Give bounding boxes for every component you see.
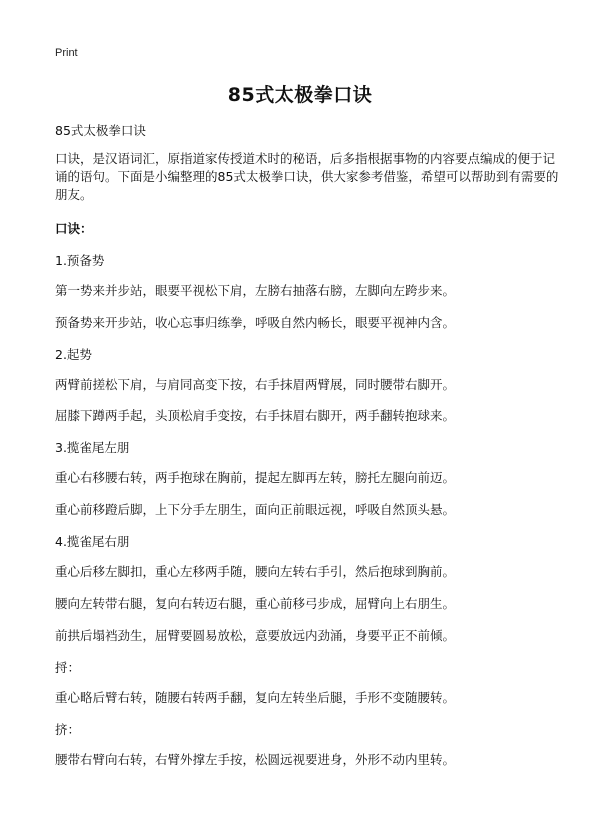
koujue-heading: 口诀：: [55, 221, 93, 236]
verse-line: 重心前移蹬后脚，上下分手左朋生，面向正前眼远视，呼吸自然顶头悬。: [55, 502, 456, 517]
subtitle: 85式太极拳口诀: [55, 123, 146, 138]
verse-line: 重心右移腰右转，两手抱球在胸前，提起左脚再左转，膀托左腿向前迈。: [55, 470, 456, 485]
intro-paragraph: 口诀，是汉语词汇，原指道家传授道术时的秘语，后多指根据事物的内容要点编成的便于记诵的语句。下面是小编整理的85式太极拳口诀，供大家参考借鉴，希望可以帮助到有需要的朋友。: [55, 151, 559, 202]
verse-line: 腰向左转带右腿，复向右转迈右腿，重心前移弓步成，屈臂向上右朋生。: [55, 596, 456, 611]
verse-line: 前拱后塌裆劲生，屈臂要圆易放松，意要放远内劲涌，身要平正不前倾。: [55, 628, 456, 643]
section-heading-3: 3.揽雀尾左朋: [55, 440, 130, 455]
verse-line: 重心略后臂右转，随腰右转两手翻，复向左转坐后腿，手形不变随腰转。: [55, 690, 456, 705]
section-heading-4: 4.揽雀尾右朋: [55, 534, 130, 549]
verse-line: 腰带右臂向右转，右臂外撑左手按，松圆远视要进身，外形不动内里转。: [55, 752, 456, 767]
verse-line: 第一势来并步站，眼要平视松下肩，左膀右抽落右膀，左脚向左跨步来。: [55, 283, 456, 298]
verse-line: 两臂前搓松下肩，与肩同高变下按，右手抹眉两臂展，同时腰带右脚开。: [55, 377, 456, 392]
section-heading-1: 1.预备势: [55, 253, 105, 268]
print-link[interactable]: Print: [55, 47, 78, 59]
verse-line: 屈膝下蹲两手起，头顶松肩手变按，右手抹眉右脚开，两手翻转抱球来。: [55, 408, 456, 423]
verse-line: 预备势来开步站，收心忘事归练拳，呼吸自然内畅长，眼要平视神内含。: [55, 315, 456, 330]
verse-line: 重心后移左脚扣，重心左移两手随，腰向左转右手引，然后抱球到胸前。: [55, 564, 456, 579]
page-title: 85式太极拳口诀: [227, 84, 373, 106]
lu-label: 捋：: [55, 660, 81, 675]
ji-label: 挤：: [55, 722, 81, 737]
section-heading-2: 2.起势: [55, 347, 92, 362]
